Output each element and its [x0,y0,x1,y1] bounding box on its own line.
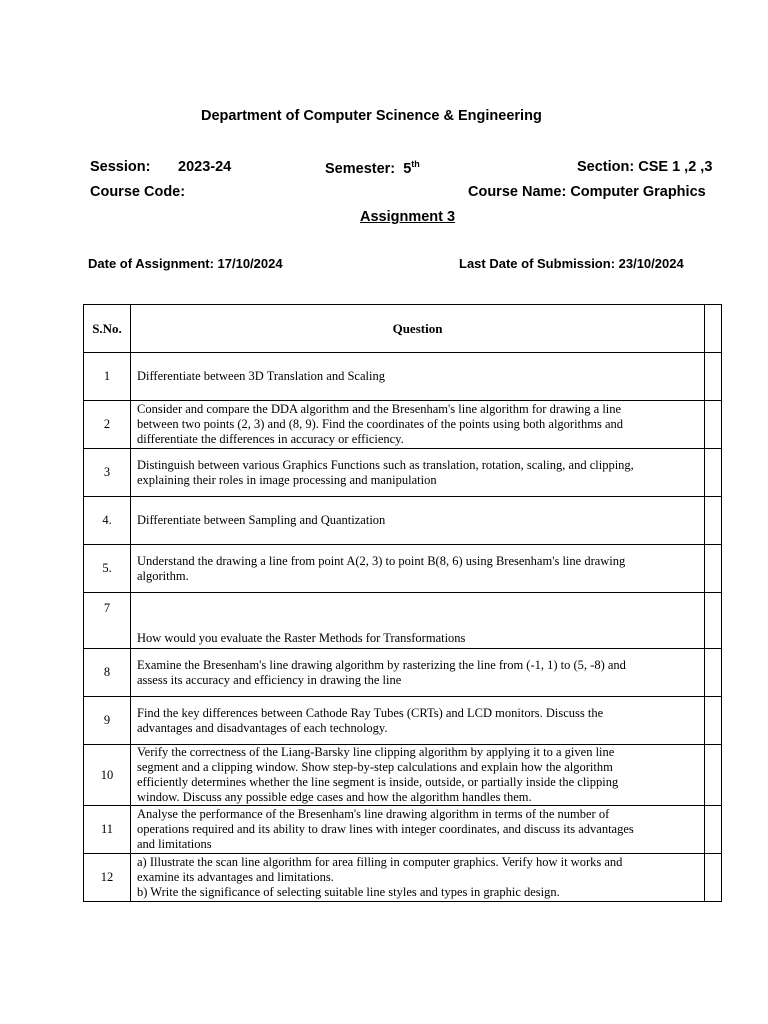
table-row [84,649,722,697]
table-row [84,449,722,497]
department-title: Department of Computer Scinence & Engineering [201,108,542,124]
question-line: between two points (2, 3) and (8, 9). Find the coordinates of the points using both algorithms and [137,417,624,431]
extra-column-cell [705,593,722,649]
question-line: explaining their roles in image processing and manipulation [137,472,437,487]
question-text [131,854,705,902]
question-number: 10 [84,745,131,806]
table-row [84,353,722,401]
semester-value: 5 [403,161,412,177]
question-text [131,353,705,401]
table-row [84,697,722,745]
question-number: 1 [84,353,131,401]
question-line: Consider and compare the DDA algorithm and the Bresenham's line algorithm for drawing a line [137,402,622,416]
extra-column-cell [705,745,722,806]
question-line: How would you evaluate the Raster Methods for Transformations [137,631,466,645]
session-label: Session: [90,159,151,175]
question-line: efficiently determines whether the line segment is inside, outside, or partially inside the clipping [137,775,619,789]
question-text [131,649,705,697]
question-text [131,449,705,497]
date-of-assignment: Date of Assignment: 17/10/2024 [88,256,283,271]
question-line: Verify the correctness of the Liang-Barsky line clipping algorithm by applying it to a given line [137,745,615,759]
question-line: window. Discuss any possible edge cases and how the algorithm handles them. [137,790,532,804]
extra-column-cell [705,449,722,497]
question-line: Analyse the performance of the Bresenham's line drawing algorithm in terms of the number of [137,807,610,821]
table-row [84,401,722,449]
question-text [131,545,705,593]
question-number: 3 [84,449,131,497]
assignment-title: Assignment 3 [360,209,456,225]
extra-column-cell [705,854,722,902]
question-line: b) Write the significance of selecting suitable line styles and types in graphic design. [137,885,560,899]
question-number: 4. [84,497,131,545]
question-line: Differentiate between 3D Translation and Scaling [137,369,385,383]
question-number: 7 [84,593,131,649]
extra-column-cell [705,649,722,697]
question-text [131,497,705,545]
question-text [131,593,705,649]
question-line: algorithm. [137,568,189,583]
extra-column-header [705,305,722,353]
semester-label: Semester: [325,161,396,177]
question-line: differentiate the differences in accuracy or efficiency. [137,432,404,446]
table-header-row [84,305,722,353]
questions-table [83,304,722,902]
question-line: Find the key differences between Cathode Ray Tubes (CRTs) and LCD monitors. Discuss the [137,705,604,720]
question-line: advantages and disadvantages of each technology. [137,720,388,735]
extra-column-cell [705,545,722,593]
extra-column-cell [705,497,722,545]
table-row [84,806,722,854]
question-text [131,401,705,449]
question-line: Distinguish between various Graphics Functions such as translation, rotation, scaling, and clipping, [137,457,634,472]
question-line: Differentiate between Sampling and Quantization [137,513,386,527]
question-line: a) Illustrate the scan line algorithm for area filling in computer graphics. Verify how it works and [137,855,623,869]
extra-column-cell [705,401,722,449]
table-row [84,497,722,545]
question-number: 8 [84,649,131,697]
sno-header: S.No. [84,305,131,353]
question-line: operations required and its ability to draw lines with integer coordinates, and discuss its advantages [137,822,634,836]
extra-column-cell [705,353,722,401]
extra-column-cell [705,697,722,745]
course-code-label: Course Code: [90,184,186,200]
question-line: and limitations [137,837,212,851]
extra-column-cell [705,806,722,854]
question-header: Question [131,305,705,353]
question-number: 5. [84,545,131,593]
question-line: Examine the Bresenham's line drawing algorithm by rasterizing the line from (-1, 1) to (5, -8) and [137,657,626,672]
question-text [131,697,705,745]
question-line: examine its advantages and limitations. [137,870,334,884]
table-row [84,593,722,649]
question-number: 9 [84,697,131,745]
question-line: segment and a clipping window. Show step-by-step calculations and explain how the algorithm [137,760,613,774]
question-number: 12 [84,854,131,902]
semester [325,159,420,177]
question-number: 2 [84,401,131,449]
table-row [84,545,722,593]
question-number: 11 [84,806,131,854]
question-line: assess its accuracy and efficiency in drawing the line [137,672,402,687]
question-line: Understand the drawing a line from point A(2, 3) to point B(8, 6) using Bresenham's line drawing [137,553,626,568]
semester-superscript: th [411,159,420,169]
questions-body [84,353,722,902]
question-text [131,745,705,806]
session-value: 2023-24 [178,159,232,175]
table-row [84,854,722,902]
section: Section: CSE 1 ,2 ,3 [577,159,713,175]
question-text [131,806,705,854]
last-date-of-submission: Last Date of Submission: 23/10/2024 [459,256,684,271]
table-row [84,745,722,806]
course-name: Course Name: Computer Graphics [468,184,706,200]
